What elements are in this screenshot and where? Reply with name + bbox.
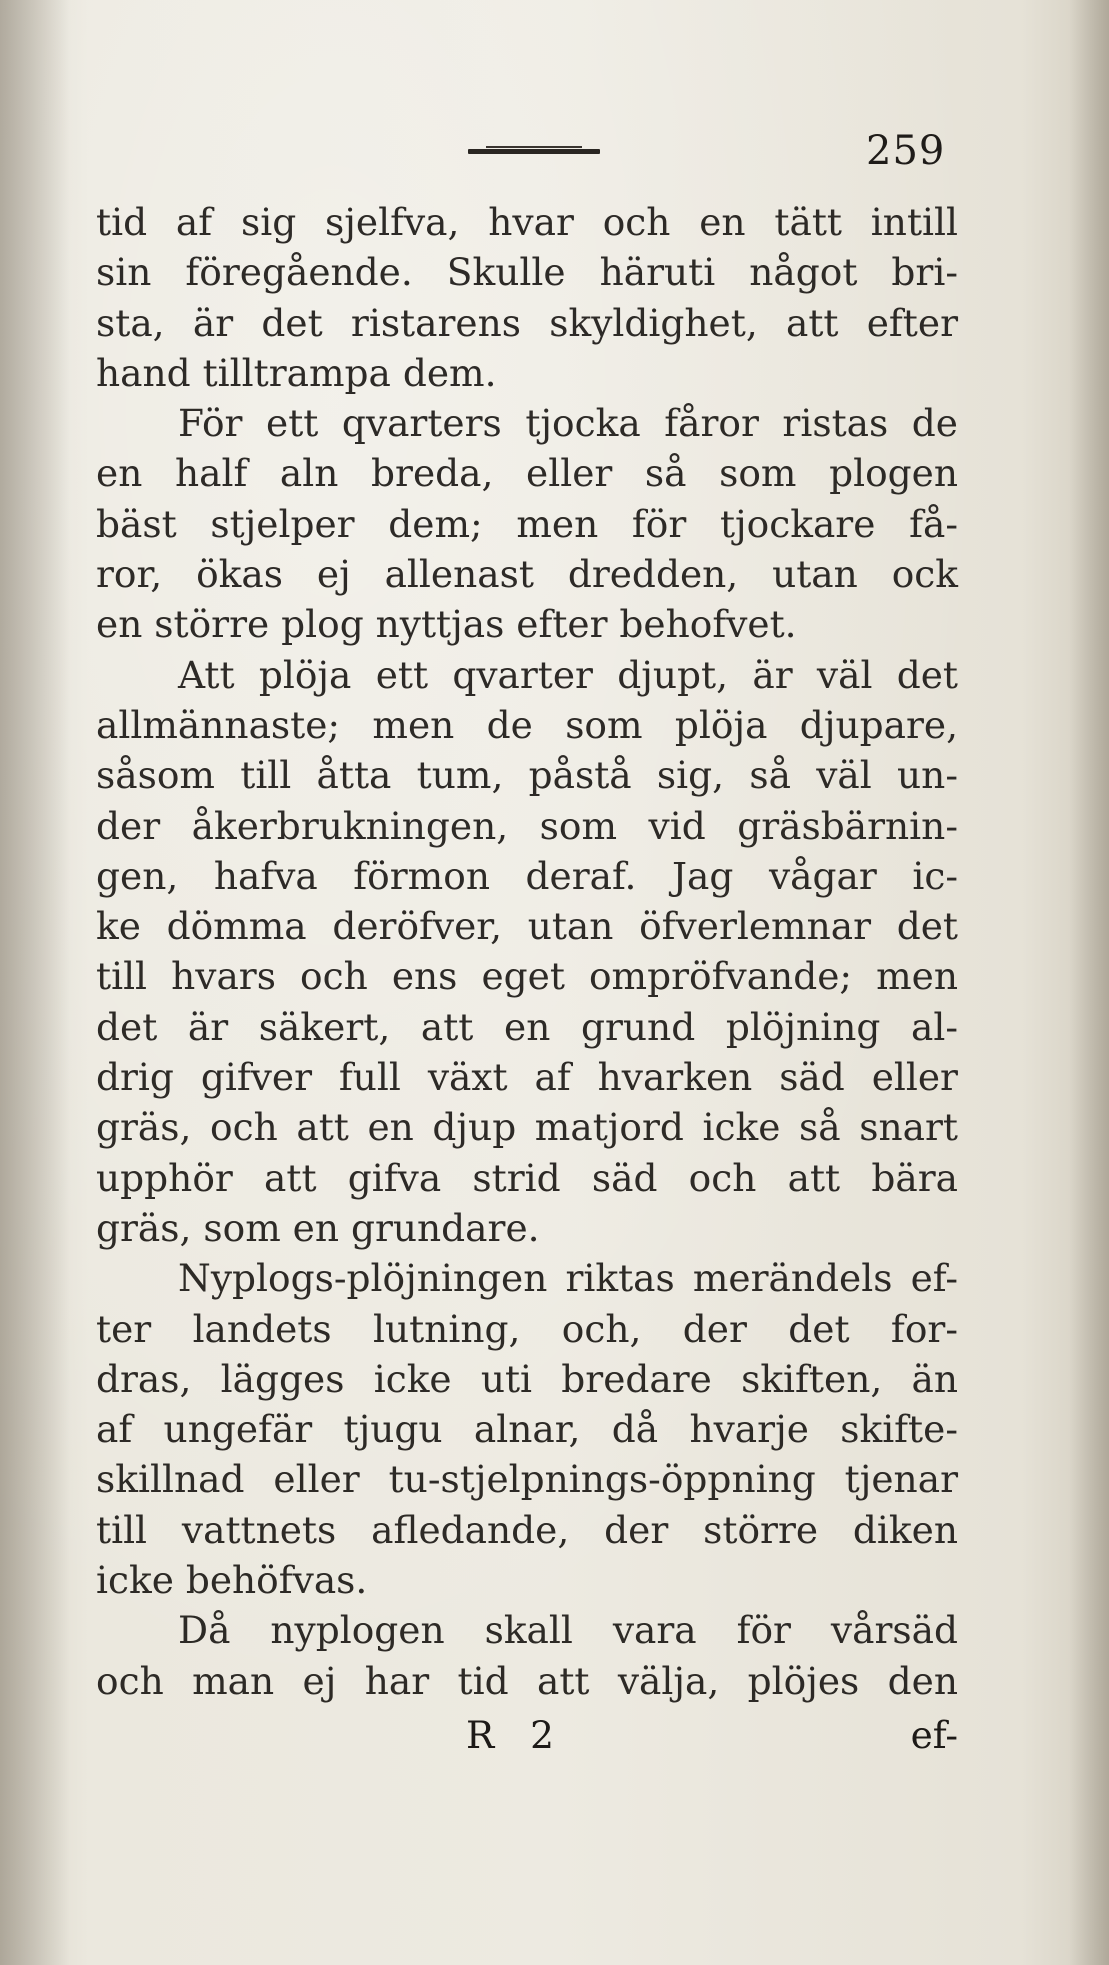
text-line: till vattnets afledande, der större diken [96, 1507, 958, 1552]
header-rule-thin [486, 146, 582, 148]
text-line: gräs, och att en djup matjord icke så snart [96, 1105, 958, 1150]
text-line: tid af sig sjelfva, hvar och en tätt intill [96, 200, 958, 244]
text-line: allmännaste; men de som plöja djupare, [96, 702, 958, 747]
text-line: ror, ökas ej allenast dredden, utan ock [96, 552, 958, 597]
page-footer [96, 1710, 958, 1760]
signature-mark: R 2 [466, 1713, 567, 1757]
text-line: ter landets lutning, och, der det for- [96, 1306, 958, 1351]
text-line: en half aln breda, eller så som plogen [96, 451, 958, 496]
text-line: gen, hafva förmon deraf. Jag vågar ic- [96, 853, 958, 898]
text-line: och man ej har tid att välja, plöjes den [96, 1658, 958, 1703]
header-ornament-rule [468, 146, 600, 156]
text-line: till hvars och ens eget ompröfvande; men [96, 954, 958, 999]
text-line: upphör att gifva strid säd och att bära [96, 1155, 958, 1200]
text-line: För ett qvarters tjocka fåror ristas de [178, 401, 958, 446]
text-line: icke behöfvas. [96, 1558, 368, 1603]
page-number: 259 [866, 128, 946, 174]
body-text [96, 197, 958, 1706]
text-line: dras, lägges icke uti bredare skiften, än [96, 1356, 958, 1401]
text-line: Då nyplogen skall vara för vårsäd [178, 1608, 958, 1653]
catchword: ef- [910, 1713, 958, 1757]
text-line: drig gifver full växt af hvarken säd eller [96, 1055, 958, 1100]
text-line: skillnad eller tu-stjelpnings-öppning tjenar [96, 1457, 958, 1502]
text-line: en större plog nyttjas efter behofvet. [96, 602, 797, 647]
text-line: det är säkert, att en grund plöjning al- [96, 1004, 958, 1049]
text-line: sin föregående. Skulle häruti något bri- [96, 250, 958, 295]
text-line: bäst stjelper dem; men för tjockare få- [96, 501, 958, 546]
text-line: af ungefär tjugu alnar, då hvarje skifte- [96, 1407, 958, 1452]
text-line: der åkerbrukningen, som vid gräsbärnin- [96, 803, 958, 848]
text-line: Nyplogs-plöjningen riktas merändels ef- [178, 1256, 958, 1301]
header-rule-thick [468, 149, 600, 154]
text-line: ke dömma deröfver, utan öfverlemnar det [96, 904, 958, 949]
text-line: hand tilltrampa dem. [96, 350, 497, 395]
page-edge-shadow [1069, 0, 1109, 1965]
text-line: Att plöja ett qvarter djupt, är väl det [178, 652, 958, 697]
gutter-shadow [0, 0, 70, 1965]
text-line: såsom till åtta tum, påstå sig, så väl un- [96, 753, 958, 798]
text-line: gräs, som en grundare. [96, 1205, 540, 1250]
text-line: sta, är det ristarens skyldighet, att efter [96, 300, 958, 345]
